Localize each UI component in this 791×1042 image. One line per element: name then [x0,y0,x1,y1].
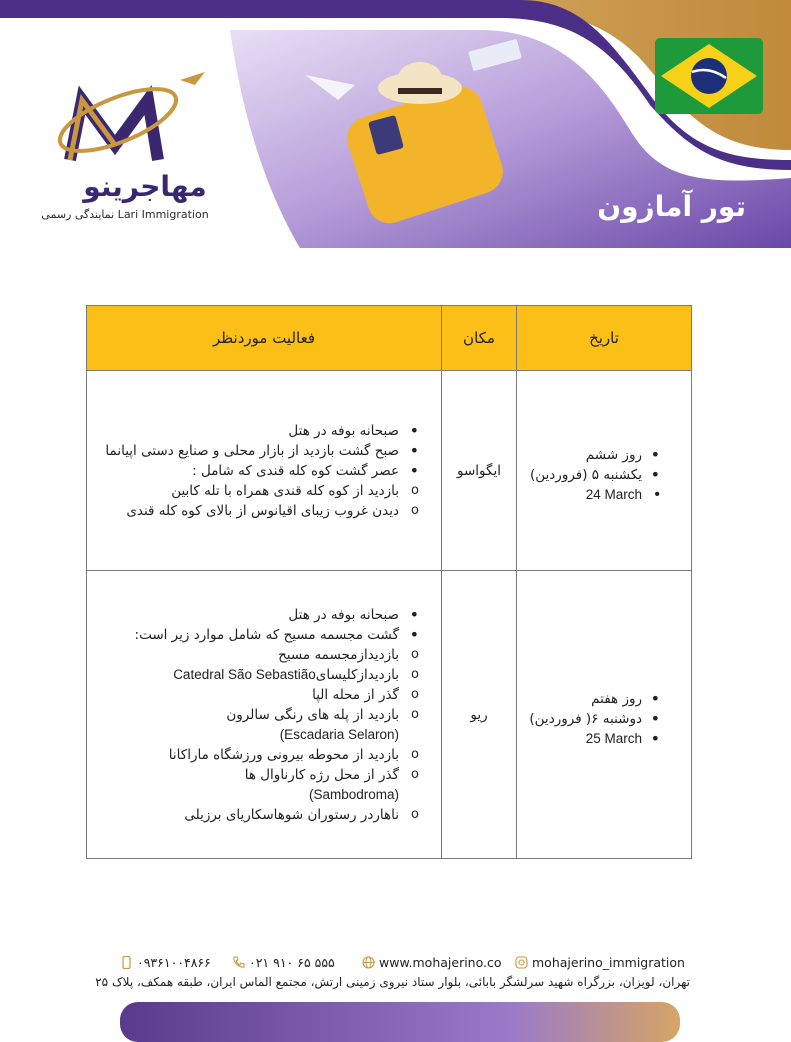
table-header-row [87,306,692,371]
place-cell: ریو [442,571,517,859]
itinerary-table [86,305,692,859]
header-banner [0,0,791,250]
date-day: • روز هفتم [518,689,664,709]
activity-subitem: o گذر از محل رژه کارناوال ها (Sambodroma) [95,765,433,805]
activity-subitem: o بازدیدازکلیسایCatedral São Sebastião [95,665,433,685]
activity-cell [87,571,442,859]
header-activity: فعالیت موردنظر [87,306,442,371]
header-date: تاریخ [517,306,692,371]
footer-address: تهران، لویزان، بزرگراه شهید سرلشگر بابائی، بلوار ستاد نیروی زمینی ارتش، مجتمع الماس ایران، طبقه همکف، پلاک ۲۵ [95,975,690,989]
footer-phone: ۰۲۱ ۹۱۰ ۶۵ ۵۵۵ [232,955,335,970]
date-weekday: • یکشنبه ۵ (فروردین) [518,465,664,485]
page-title: تور آمازون [597,190,746,223]
footer-website[interactable]: www.mohajerino.co [362,955,502,970]
logo [30,60,220,230]
activity-item: • صبحانه بوفه در هتل [95,421,433,441]
activity-subitem: o ناهاردر رستوران شوهاسکاریای برزیلی [95,805,433,825]
activity-subitem: o بازدید از کوه کله قندی همراه با تله کابین [95,481,433,501]
date-weekday: • دوشنبه ۶( فروردین) [518,709,664,729]
table-row [87,371,692,571]
activity-subitem: o گذر از محله الپا [95,685,433,705]
date-gregorian: • 25 March [518,729,664,749]
date-day: • روز ششم [518,445,664,465]
mobile-icon [120,956,133,969]
brazil-flag-icon [655,38,763,114]
date-cell [517,571,692,859]
activity-subitem: o بازدید از محوطه بیرونی ورزشگاه ماراکانا [95,745,433,765]
activity-subitem: o بازدید از پله های رنگی سالرون (Escadaria Selaron) [95,705,433,745]
footer-bar [120,1002,680,1042]
activity-item: • صبح گشت بازدید از بازار محلی و صنایع دستی اپیانما [95,441,433,461]
header-place: مکان [442,306,517,371]
activity-item: • صبحانه بوفه در هتل [95,605,433,625]
brand-name: مهاجرینو [83,170,207,203]
activity-subitem: o بازدیدازمجسمه مسیح [95,645,433,665]
activity-item: • گشت مجسمه مسیح که شامل موارد زیر است: [95,625,433,645]
date-cell [517,371,692,571]
brand-subtitle: نمایندگی رسمی Lari Immigration [41,208,209,221]
footer-mobile: ۰۹۳۶۱۰۰۴۸۶۶ [120,955,211,970]
activity-item: • عصر گشت کوه کله قندی که شامل : [95,461,433,481]
activity-subitem: o دیدن غروب زیبای اقیانوس از بالای کوه کله قندی [95,501,433,521]
table-row [87,571,692,859]
instagram-icon [515,956,528,969]
footer-instagram[interactable]: mohajerino_immigration [515,955,685,970]
logo-emblem [30,60,220,170]
place-cell: ایگواسو [442,371,517,571]
globe-icon [362,956,375,969]
activity-cell [87,371,442,571]
phone-icon [232,956,245,969]
date-gregorian: • 24 March [518,485,664,505]
